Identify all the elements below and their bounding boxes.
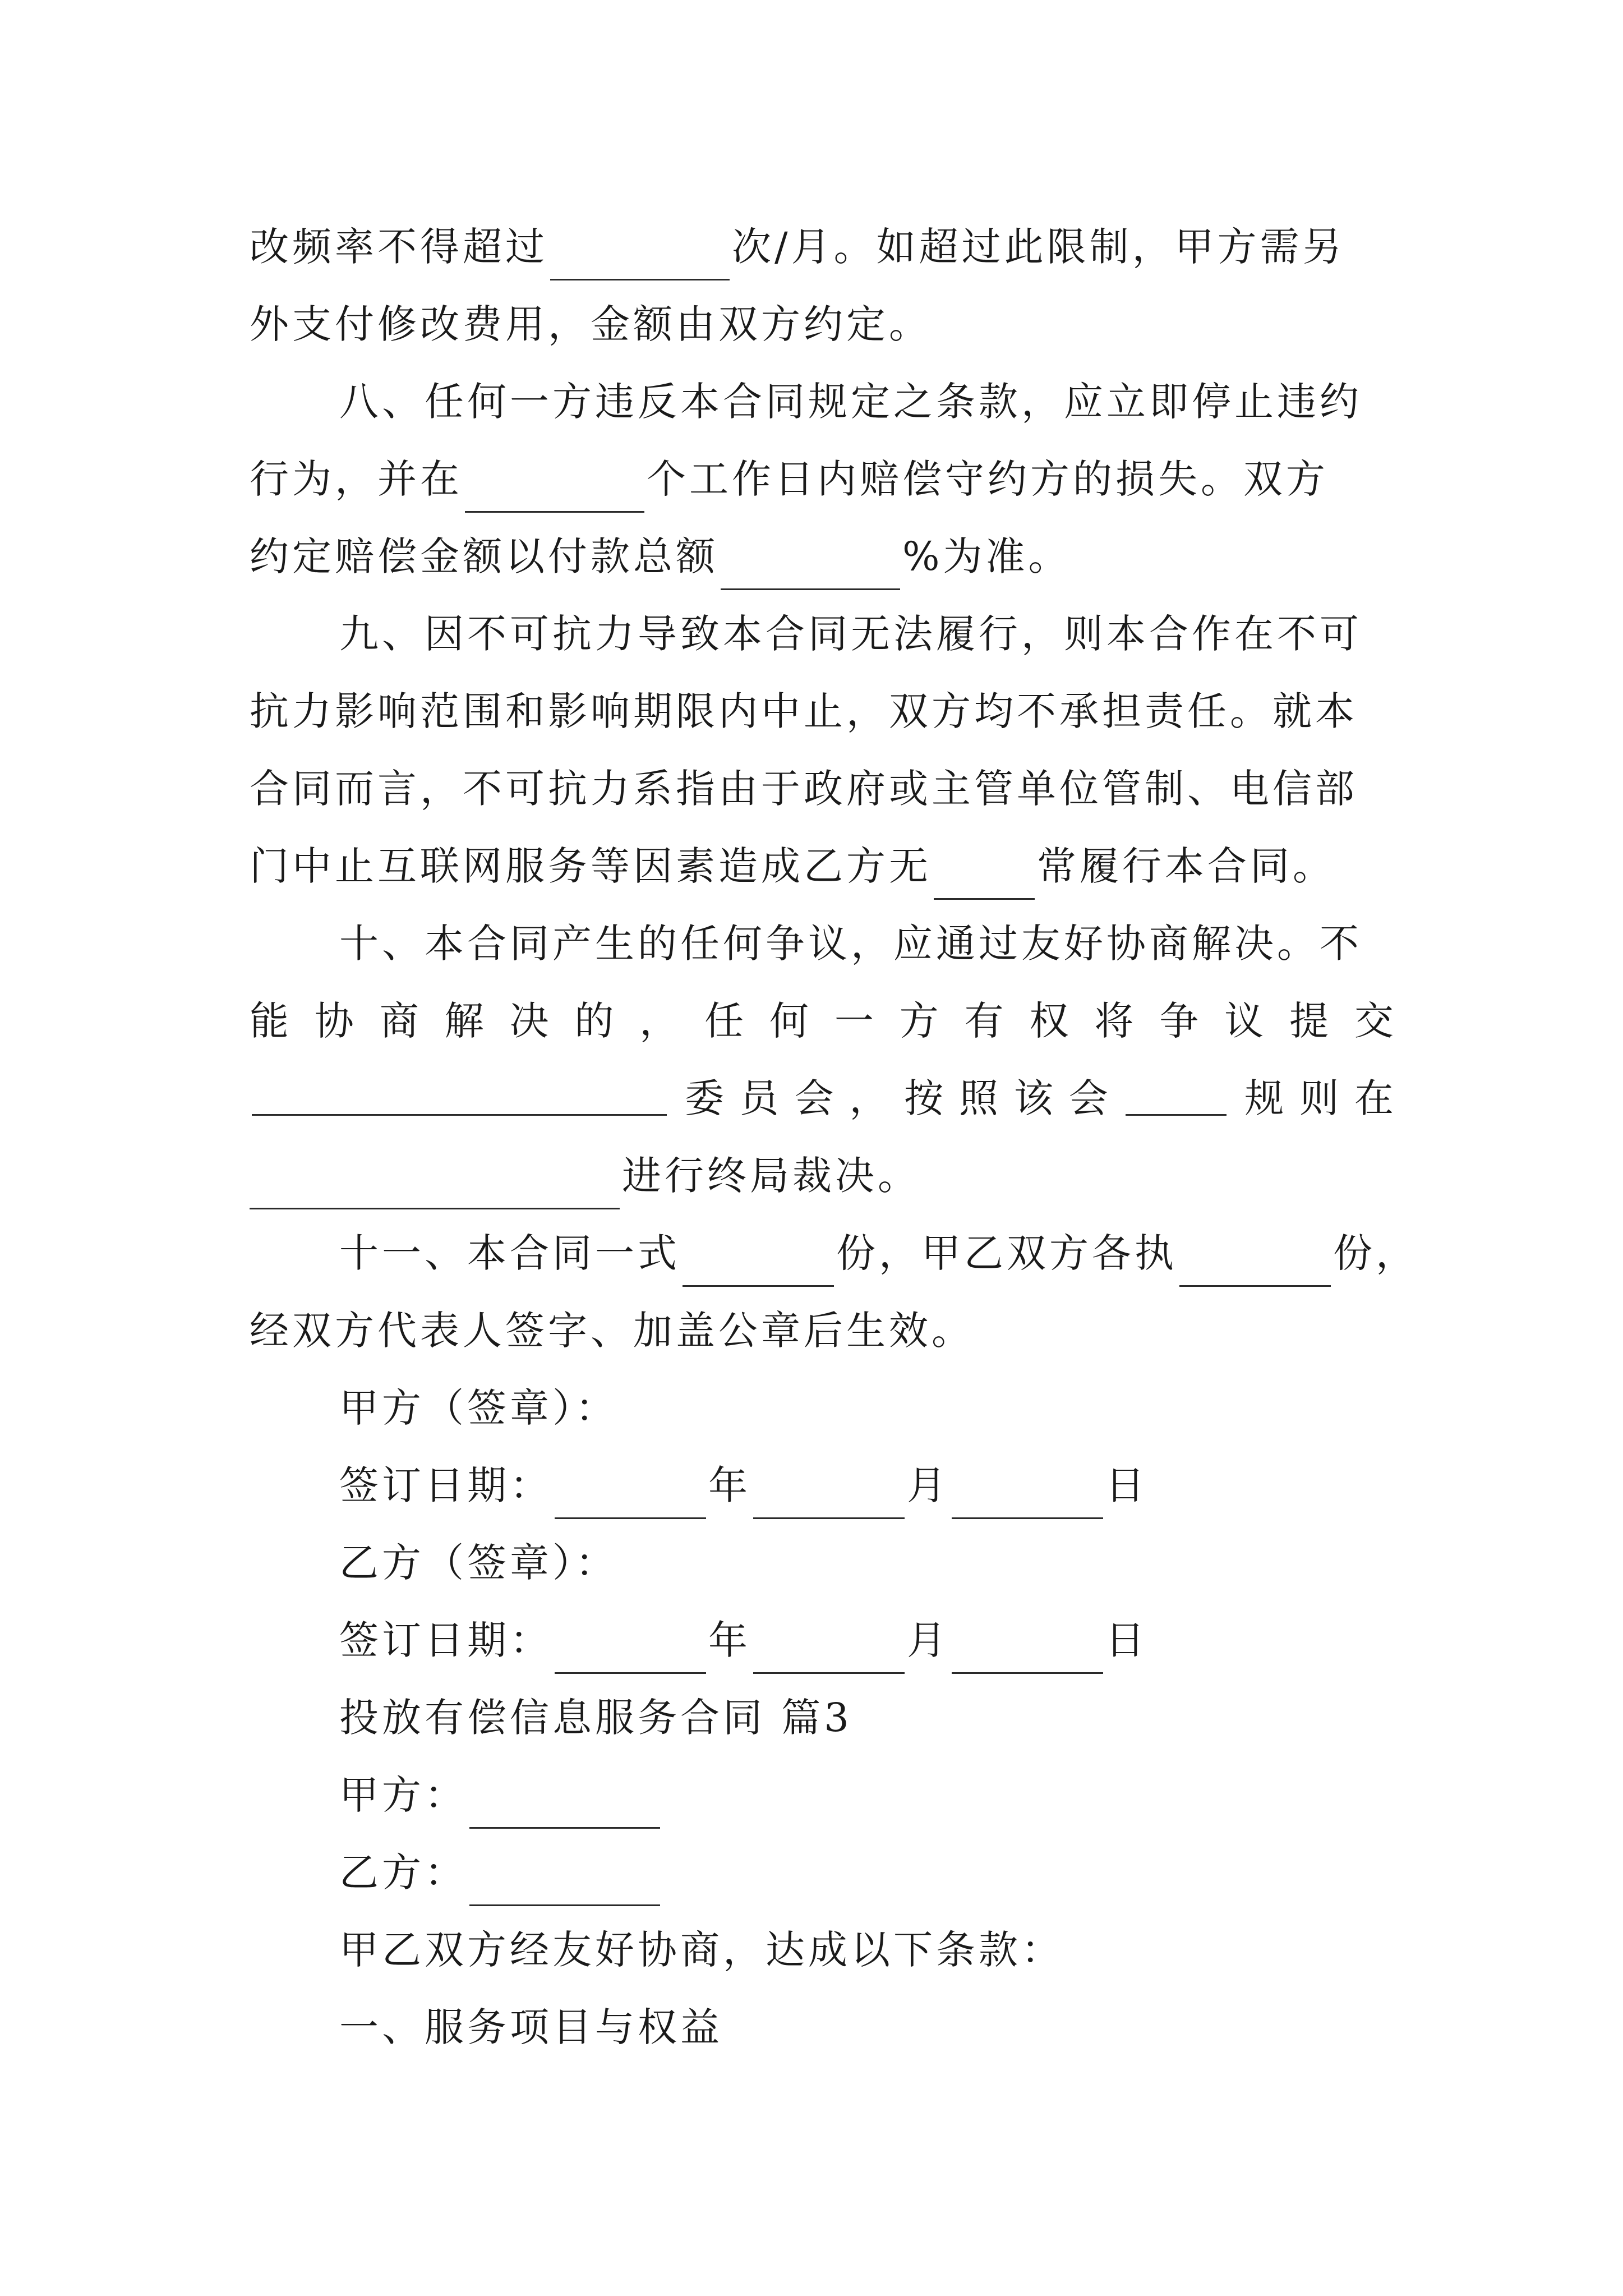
- text-line: [250, 832, 1394, 900]
- justified-line: [250, 1065, 1394, 1132]
- char: 能: [250, 998, 289, 1044]
- char: 任: [704, 998, 744, 1044]
- text-segment: 年: [708, 1617, 751, 1663]
- fill-blank: [952, 1623, 1103, 1674]
- text-segment: 行为，并在: [250, 456, 463, 502]
- char: ，: [849, 1075, 889, 1121]
- char: 有: [964, 998, 1004, 1044]
- char: 争: [1159, 998, 1199, 1044]
- signing-date-b: [339, 1607, 1394, 1674]
- text-segment: 月: [907, 1462, 949, 1508]
- text-segment: 日: [1105, 1462, 1148, 1508]
- text-segment: 十一、本合同一式: [339, 1230, 680, 1276]
- char: 议: [1224, 998, 1264, 1044]
- justified-line: [250, 987, 1394, 1055]
- section-heading: 一、服务项目与权益: [339, 2004, 723, 2050]
- char: 会: [1068, 1075, 1108, 1121]
- char: 权: [1029, 998, 1069, 1044]
- clause-9-heading: 九、因不可抗力导致本合同无法履行，则本合作在不可: [339, 611, 1362, 657]
- fill-blank: [555, 1623, 706, 1674]
- clause-11-heading: [339, 1220, 1418, 1287]
- char: 交: [1354, 998, 1394, 1044]
- fill-blank: [753, 1623, 905, 1674]
- char: 委: [684, 1075, 724, 1121]
- fill-blank: [1126, 1065, 1227, 1116]
- text-segment: 约定赔偿金额以付款总额: [250, 533, 718, 579]
- text-line: [250, 213, 1394, 280]
- text-segment: 门中止互联网服务等因素造成乙方无: [250, 843, 932, 889]
- char: 解: [444, 998, 484, 1044]
- text-segment: 个工作日内赔偿守约方的损失。双方: [647, 456, 1329, 502]
- clause-10-heading: 十、本合同产生的任何争议，应通过友好协商解决。不: [339, 921, 1362, 967]
- fill-blank: [250, 1158, 620, 1209]
- party-a-line: [339, 1761, 1394, 1829]
- party-b-line: [339, 1839, 1394, 1906]
- text-line: [250, 523, 1394, 590]
- char: 该: [1013, 1075, 1053, 1121]
- text-line: [250, 1142, 1394, 1209]
- text-line: 经双方代表人签字、加盖公章后生效。: [250, 1308, 974, 1354]
- char: 何: [769, 998, 809, 1044]
- text-segment: 年: [708, 1462, 751, 1508]
- fill-blank: [721, 539, 900, 590]
- text-segment: 乙方：: [339, 1849, 467, 1895]
- fill-blank: [1179, 1236, 1331, 1287]
- party-a-signature: 甲方（签章）：: [339, 1385, 618, 1431]
- fill-blank: [469, 1778, 660, 1829]
- char: 会: [794, 1075, 834, 1121]
- fill-blank: [753, 1468, 905, 1519]
- text-line: 抗力影响范围和影响期限内中止，双方均不承担责任。就本: [250, 688, 1358, 734]
- text-line: 合同而言，不可抗力系指由于政府或主管单位管制、电信部: [250, 766, 1358, 812]
- char: 一: [834, 998, 874, 1044]
- char: 决: [509, 998, 549, 1044]
- party-b-signature: 乙方（签章）：: [339, 1540, 618, 1586]
- char: 照: [958, 1075, 998, 1121]
- text-segment: 月: [907, 1617, 949, 1663]
- text-line: 外支付修改费用，金额由双方约定。: [250, 301, 932, 347]
- fill-blank: [550, 229, 730, 280]
- text-segment: 次/月。如超过此限制，甲方需另: [732, 224, 1345, 270]
- char: 方: [899, 998, 939, 1044]
- text-segment: 常履行本合同。: [1037, 843, 1335, 889]
- char: 规: [1244, 1075, 1284, 1121]
- fill-blank: [952, 1468, 1103, 1519]
- char: 商: [379, 998, 419, 1044]
- text-segment: 日: [1105, 1617, 1148, 1663]
- text-line: 甲乙双方经友好协商，达成以下条款：: [339, 1927, 1064, 1973]
- fill-blank: [683, 1236, 834, 1287]
- char: 的: [574, 998, 614, 1044]
- fill-blank: [934, 849, 1035, 900]
- char: 提: [1289, 998, 1329, 1044]
- text-segment: %为准。: [902, 533, 1071, 579]
- clause-8-heading: 八、任何一方违反本合同规定之条款，应立即停止违约: [339, 379, 1362, 425]
- contract-title: 投放有偿信息服务合同 篇3: [339, 1695, 852, 1741]
- text-segment: 甲方：: [339, 1772, 467, 1818]
- text-segment: 份，: [1333, 1230, 1418, 1276]
- fill-blank: [555, 1468, 706, 1519]
- char: 则: [1299, 1075, 1339, 1121]
- char: ，: [639, 998, 679, 1044]
- fill-blank: [252, 1065, 667, 1116]
- text-segment: 改频率不得超过: [250, 224, 548, 270]
- text-segment: 签订日期：: [339, 1617, 552, 1663]
- fill-blank: [469, 1855, 660, 1906]
- signing-date-a: [339, 1452, 1394, 1519]
- char: 按: [904, 1075, 944, 1121]
- text-segment: 份，甲乙双方各执: [836, 1230, 1177, 1276]
- text-segment: 进行终局裁决。: [622, 1153, 920, 1199]
- text-segment: 签订日期：: [339, 1462, 552, 1508]
- text-line: [250, 445, 1394, 513]
- char: 协: [314, 998, 354, 1044]
- char: 员: [739, 1075, 779, 1121]
- char: 将: [1094, 998, 1134, 1044]
- char: 在: [1354, 1075, 1394, 1121]
- fill-blank: [465, 462, 644, 513]
